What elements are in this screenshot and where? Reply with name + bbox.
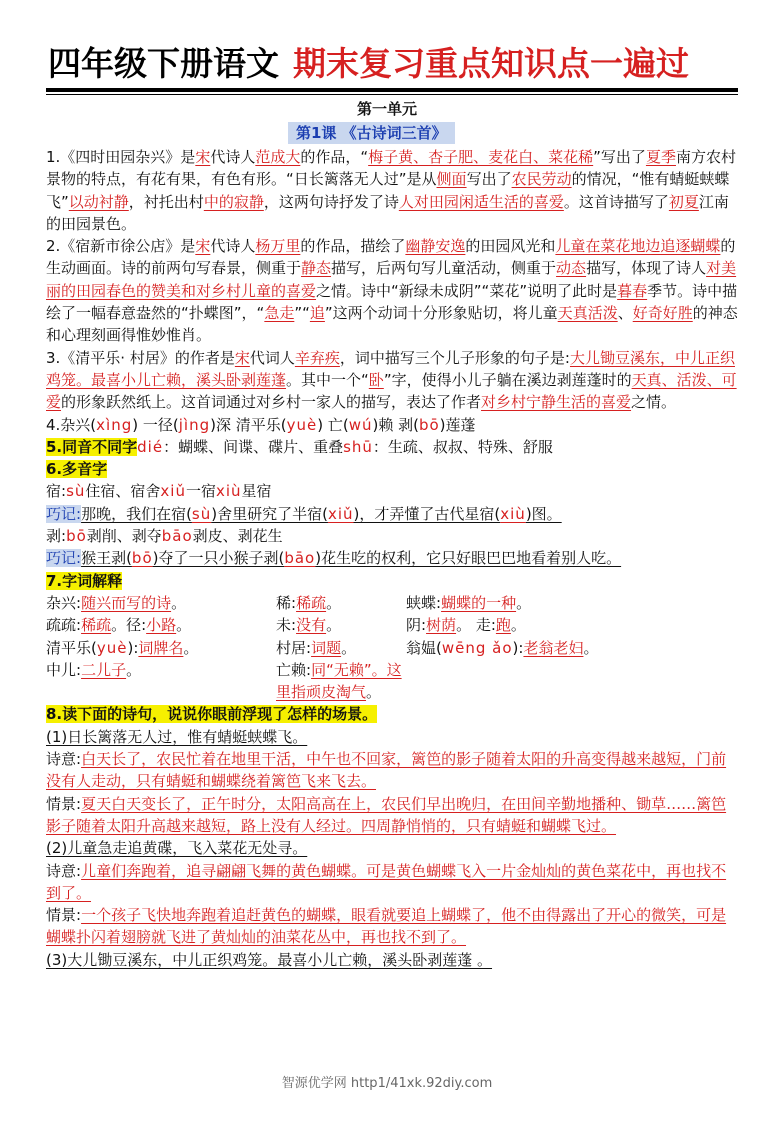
word-entry bbox=[406, 659, 738, 704]
text-run: ”“ bbox=[294, 304, 310, 323]
footer: 智源优学网 http1/41xk.92diy.com bbox=[281, 1076, 493, 1091]
text-run: )夺了一只小猴子剥( bbox=[152, 549, 285, 568]
content bbox=[46, 146, 738, 971]
text-run: 宋 bbox=[195, 237, 211, 256]
text-run: sù bbox=[191, 504, 212, 523]
question-2-scene bbox=[46, 904, 738, 949]
text-run: 巧记: bbox=[46, 549, 82, 568]
text-run: 辛弃疾 bbox=[294, 348, 340, 367]
text-run: 猴王剥( bbox=[81, 549, 132, 568]
text-run: 宿: bbox=[46, 482, 67, 501]
text-run: 侧面 bbox=[436, 170, 467, 189]
text-run: bāo bbox=[161, 527, 193, 546]
text-run: 动态 bbox=[556, 259, 587, 278]
text-run: 急走 bbox=[264, 304, 295, 323]
text-run: 初夏 bbox=[668, 192, 699, 211]
text-run: bāo bbox=[284, 549, 316, 568]
text-run: )花生吃的权利，它只好眼巴巴地看着别人吃。 bbox=[315, 549, 622, 568]
title-divider-thin bbox=[46, 94, 738, 95]
text-run: 5.同音不同字 bbox=[46, 437, 138, 456]
word-entry: 翁媪(wēng ǎo):老翁老妇。 bbox=[406, 638, 599, 657]
question-2-meaning bbox=[46, 860, 738, 905]
text-run: 杨万里 bbox=[255, 237, 301, 256]
text-run: 南方农村景物的特点，有花有果，有色有形。“日长篱落无人过”是从 bbox=[46, 148, 736, 189]
page-number: 1/41 bbox=[377, 1076, 407, 1091]
text-run: 好奇好胜 bbox=[632, 304, 693, 323]
text-run: 对乡村宁静生活的喜爱 bbox=[481, 393, 632, 412]
text-run: 江南的田园景色。 bbox=[46, 192, 729, 233]
text-run: wú bbox=[348, 415, 373, 434]
paragraph-3 bbox=[46, 347, 738, 414]
paragraph-2 bbox=[46, 235, 738, 346]
text-run: 代诗人 bbox=[210, 148, 256, 166]
text-run: 人对田园闲适生活的喜爱 bbox=[398, 192, 564, 211]
text-run: xiù bbox=[215, 482, 242, 501]
text-run: 范成大 bbox=[255, 148, 301, 166]
text-run: 对美丽的田园春色的赞美和对乡村儿童的喜爱 bbox=[46, 259, 737, 300]
text-run: 情景: bbox=[46, 906, 82, 925]
section-8-title: 8.读下面的诗句，说说你眼前浮现了怎样的场景。 bbox=[46, 705, 378, 724]
word-entry: 疏疏:稀疏。径:小路。 bbox=[46, 616, 192, 635]
title-divider bbox=[46, 88, 738, 92]
text-run: ”字，使得小儿子躺在溪边剥莲蓬时的 bbox=[383, 370, 632, 389]
text-run: yuè bbox=[286, 415, 318, 434]
text-run: )图。 bbox=[525, 504, 562, 523]
text-run: 天真活泼 bbox=[557, 304, 618, 323]
text-run: ) 亡( bbox=[317, 415, 349, 434]
text-run: dié bbox=[137, 437, 164, 456]
paragraph-4 bbox=[46, 414, 738, 436]
text-run: 之情。诗中“新绿未成阴”“菜花”说明了此时是 bbox=[316, 281, 618, 300]
text-run: 写出了 bbox=[466, 170, 512, 189]
text-run: 诗意: bbox=[46, 750, 82, 769]
text-run: 的生动画面。诗的前两句写春景，侧重于 bbox=[46, 237, 736, 278]
text-run: )舍里研究了半宿( bbox=[211, 504, 328, 523]
text-run: 代词人 bbox=[249, 348, 295, 367]
question-1-scene bbox=[46, 793, 738, 838]
text-run: 儿童在菜花地边追逐蝴蝶 bbox=[555, 237, 721, 256]
text-run: 。这首诗描写了 bbox=[563, 192, 669, 211]
text-run: 卧 bbox=[368, 370, 384, 389]
title-right: 期末复习重点知识点一遍过 bbox=[293, 44, 689, 83]
text-run: ，词中描写三个儿子形象的句子是: bbox=[339, 348, 570, 367]
text-run: )莲蓬 bbox=[439, 415, 476, 434]
text-run: xiǔ bbox=[327, 504, 354, 523]
paragraph-5 bbox=[46, 436, 738, 458]
text-run: )深 清平乐( bbox=[210, 415, 287, 434]
text-run: 的作品，“ bbox=[300, 148, 369, 166]
text-run: 之情。 bbox=[631, 393, 677, 412]
question-2: (2)儿童急走追黄碟，飞入菜花无处寻。 bbox=[46, 839, 308, 858]
text-run: 农民劳动 bbox=[511, 170, 572, 189]
text-run: 夏季 bbox=[645, 148, 676, 166]
text-run: 暮春 bbox=[617, 281, 648, 300]
polyphone-bo bbox=[46, 525, 738, 547]
text-run: 描写，后两句写儿童活动，侧重于 bbox=[331, 259, 557, 278]
word-entry: 村居:词题。 bbox=[276, 638, 357, 657]
word-entry: 蛱蝶:蝴蝶的一种。 bbox=[406, 593, 532, 612]
text-run: 的形象跃然纸上。这首词通过对乡村一家人的描写，表达了作者 bbox=[61, 393, 482, 412]
question-1: (1)日长篱落无人过，惟有蜻蜓蛱蝶飞。 bbox=[46, 727, 308, 746]
text-run: )赖 剥( bbox=[372, 415, 419, 434]
text-run: ”写出了 bbox=[593, 148, 646, 166]
word-entry: 杂兴:随兴而写的诗。 bbox=[46, 593, 187, 612]
text-run: 描写，体现了诗人 bbox=[586, 259, 707, 278]
text-run: 、 bbox=[617, 304, 633, 323]
word-entry: 阴:树荫。 走:跑。 bbox=[406, 616, 526, 635]
text-run: 4.杂兴( bbox=[46, 415, 97, 434]
text-run: 儿童们奔跑着，追寻翩翩飞舞的黄色蝴蝶。可是黄色蝴蝶飞入一片金灿灿的黄色菜花中，再也找不到了。 bbox=[46, 861, 727, 902]
word-grid bbox=[46, 592, 738, 703]
word-entry: 清平乐(yuè):词牌名。 bbox=[46, 638, 199, 657]
text-run: ，衬托出村 bbox=[128, 192, 204, 211]
text-run: bō bbox=[66, 527, 87, 546]
text-run: 代诗人 bbox=[210, 237, 256, 256]
text-run: 2.《宿新市徐公店》是 bbox=[46, 237, 196, 256]
text-run: 剥: bbox=[46, 527, 67, 546]
text-run: 3.《清平乐· 村居》的作者是 bbox=[46, 348, 235, 367]
text-run: ”这两个动词十分形象贴切，将儿童 bbox=[324, 304, 558, 323]
text-run: 。其中一个“ bbox=[286, 370, 369, 389]
text-run: ：蝴蝶、间谍、碟片、重叠 bbox=[163, 437, 344, 456]
text-run: 幽静安逸 bbox=[405, 237, 466, 256]
text-run: xiǔ bbox=[160, 482, 186, 501]
question-3: (3)大儿锄豆溪东，中儿正织鸡笼。最喜小儿亡赖，溪头卧剥莲蓬 。 bbox=[46, 950, 493, 969]
text-run: 以动衬静 bbox=[68, 192, 129, 211]
text-run: sù bbox=[66, 482, 86, 501]
text-run: 那晚，我们在宿( bbox=[81, 504, 192, 523]
text-run: shū bbox=[343, 437, 373, 456]
text-run: )，才弄懂了古代星宿( bbox=[353, 504, 501, 523]
text-run: 白天长了，农民忙着在地里干活，中午也不回家，篱笆的影子随着太阳的升高变得越来越短，门前没有人走动，只有蜻蜓和蝴蝶绕着篱笆飞来飞去。 bbox=[46, 750, 727, 791]
text-run: 中的寂静 bbox=[203, 192, 264, 211]
text-run: ) 一径( bbox=[132, 415, 179, 434]
text-run: 星宿 bbox=[241, 482, 272, 501]
page-title bbox=[48, 40, 738, 88]
section-6-title: 6.多音字 bbox=[46, 460, 108, 479]
polyphone-su bbox=[46, 480, 738, 502]
text-run: 季节。诗中描绘了一幅春意盎然的“扑蝶图”，“ bbox=[46, 281, 738, 323]
text-run: xiù bbox=[500, 504, 526, 523]
word-entry: 稀:稀疏。 bbox=[276, 593, 342, 612]
word-entry: 中儿:二儿子。 bbox=[46, 660, 142, 679]
text-run: 住宿、宿舍 bbox=[85, 482, 161, 501]
text-run: 巧记: bbox=[46, 504, 82, 523]
mnemonic-su bbox=[46, 503, 738, 525]
text-run: bō bbox=[418, 415, 440, 434]
text-run: 宋 bbox=[234, 348, 250, 367]
text-run: 一个孩子飞快地奔跑着追赶黄色的蝴蝶，眼看就要追上蝴蝶了，他不由得露出了开心的微笑，可是蝴蝶扑闪着翅膀就飞进了黄灿灿的油菜花丛中，再也找不到了。 bbox=[46, 906, 727, 947]
text-run: 大儿锄豆溪东，中儿正织鸡笼。最喜小儿亡赖，溪头卧剥莲蓬 bbox=[46, 348, 735, 389]
text-run: 情景: bbox=[46, 794, 82, 813]
paragraph-1 bbox=[46, 146, 738, 235]
lesson-heading: 第1课 《古诗词三首》 bbox=[288, 122, 455, 144]
text-run: 诗意: bbox=[46, 861, 82, 880]
text-run: xìng bbox=[96, 415, 133, 434]
unit-heading: 第一单元 bbox=[356, 100, 417, 118]
text-run: 追 bbox=[309, 304, 325, 323]
text-run: 剥削、剥夺 bbox=[86, 527, 162, 546]
text-run: 宋 bbox=[195, 148, 211, 166]
mnemonic-bo bbox=[46, 547, 738, 569]
text-run: ，这两句诗抒发了诗 bbox=[263, 192, 399, 211]
title-left: 四年级下册语文 bbox=[48, 44, 279, 83]
text-run: 一宿 bbox=[185, 482, 216, 501]
text-run: 静态 bbox=[301, 259, 332, 278]
text-run: 剥皮、剥花生 bbox=[192, 527, 283, 546]
text-run: 梅子黄、杏子肥、麦花白、菜花稀 bbox=[368, 148, 594, 166]
text-run: 的田园风光和 bbox=[465, 237, 556, 256]
section-7-title: 7.字词解释 bbox=[46, 571, 123, 590]
text-run: jìng bbox=[178, 415, 211, 434]
question-1-meaning bbox=[46, 748, 738, 793]
text-run: bō bbox=[131, 549, 153, 568]
text-run: 的作品，描绘了 bbox=[300, 237, 406, 256]
text-run: 天真、活泼、可爱 bbox=[46, 370, 737, 412]
text-run: 的情况，“惟有蜻蜓蛱蝶飞” bbox=[46, 170, 730, 211]
text-run: 夏天白天变长了，正午时分，太阳高高在上，农民们早出晚归，在田间辛勤地播种、锄草……篱笆影子随着太阳升高越来越短，路上没有人经过。四周静悄悄的，只有蜻蜓和蝴蝶飞过。 bbox=[46, 794, 727, 835]
word-entry: 亡赖:同“无赖”。这里指顽皮淘气。 bbox=[276, 660, 402, 702]
text-run: 的神态和心理刻画得惟妙惟肖。 bbox=[46, 304, 738, 345]
text-run: 1.《四时田园杂兴》是 bbox=[46, 148, 196, 166]
word-entry: 未:没有。 bbox=[276, 616, 342, 635]
text-run: ：生疏、叔叔、特殊、舒服 bbox=[372, 437, 553, 456]
